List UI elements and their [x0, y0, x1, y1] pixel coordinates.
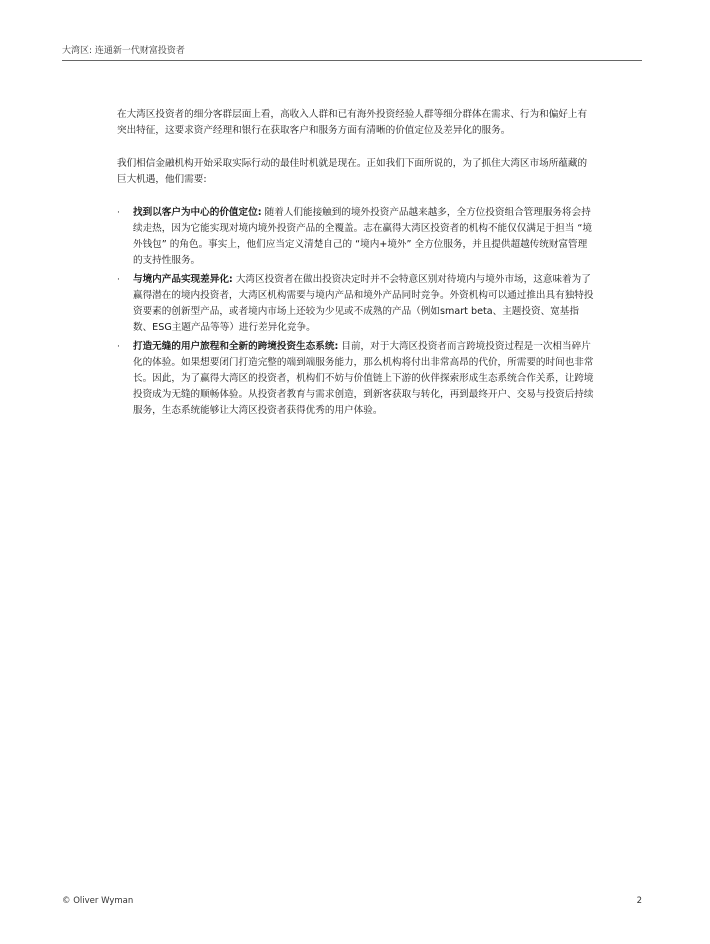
bullet-title: 与境内产品实现差异化:: [133, 274, 233, 285]
bullet-text: 目前，对于大湾区投资者而言跨境投资过程是一次相当碎片化的体验。如果想要闭门打造完整的端到端服务能力，那么机构将付出非常高昂的代价，所需要的时间也非常长。因此，为了赢得大湾区的投资者，机构们不妨与价值链上下游的伙伴探索形成生态系统合作关系，让跨境投资成为无缝的顺畅体验。从投资者教育与需求创造，到新客获取与转化，再到最终开户、交易与投资后持续服务，生态系统能够让大湾区投资者获得优秀的用户体验。: [133, 341, 594, 416]
body-paragraph-2: 我们相信金融机构开始采取实际行动的最佳时机就是现在。正如我们下面所说的，为了抓住大湾区市场所蕴藏的巨大机遇，他们需要:: [117, 158, 588, 185]
bullet-title: 找到以客户为中心的价值定位:: [133, 207, 262, 218]
bullet-text: 随着人们能接触到的境外投资产品越来越多，全方位投资组合管理服务将会持续走热，因为它能实现对境内境外投资产品的全覆盖。志在赢得大湾区投资者的机构不能仅仅满足于担当 “境外钱包” 的角色。事实上，他们应当定义清楚自己的 “境内+境外” 全方位服务，并且提供超越传统财富管理的支持性服务。: [133, 207, 592, 266]
bullet-marker: ·: [117, 275, 120, 285]
body-paragraph-1: 在大湾区投资者的细分客群层面上看，高收入人群和已有海外投资经验人群等细分群体在需求、行为和偏好上有突出特征，这要求资产经理和银行在获取客户和服务方面有清晰的价值定位及差异化的服务。: [117, 109, 588, 136]
bullet-list: [117, 205, 595, 419]
bullet-marker: ·: [117, 342, 120, 352]
page-number: 2: [636, 896, 642, 906]
bullet-item-product-differentiation: [117, 272, 595, 336]
page-body: [117, 107, 595, 422]
running-header-title: 大湾区: 连通新一代财富投资者: [62, 46, 185, 56]
footer-copyright: © Oliver Wyman: [62, 896, 134, 906]
header-divider: [62, 60, 642, 61]
bullet-marker: ·: [117, 208, 120, 218]
bullet-title: 打造无缝的用户旅程和全新的跨境投资生态系统:: [133, 341, 339, 352]
bullet-item-ecosystem: [117, 339, 595, 419]
bullet-item-value-positioning: [117, 205, 595, 269]
bullet-text: 大湾区投资者在做出投资决定时并不会特意区别对待境内与境外市场，这意味着为了赢得潜在的境内投资者，大湾区机构需要与境内产品和境外产品同时竞争。外资机构可以通过推出具有独特投资要素的创新型产品，或者境内市场上还较为少见或不成熟的产品（例如smart beta、主题投资、宽基指数、ESG主题产品等等）进行差异化竞争。: [133, 274, 594, 333]
